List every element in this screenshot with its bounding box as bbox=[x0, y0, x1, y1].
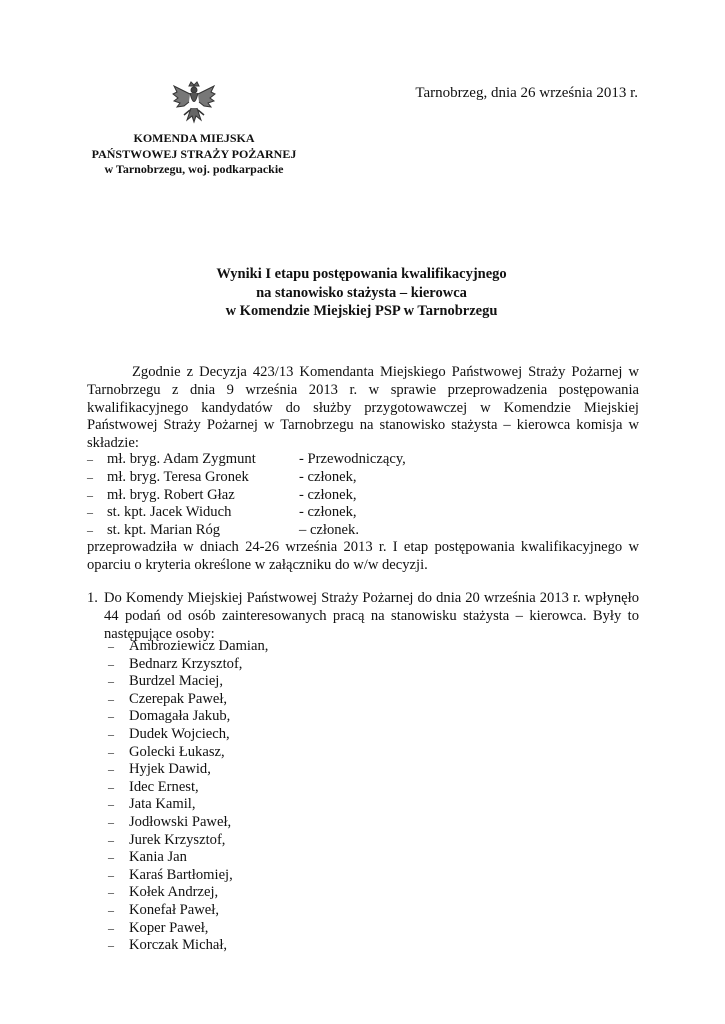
issuer-line-2: PAŃSTWOWEJ STRAŻY POŻARNEJ bbox=[91, 146, 297, 161]
member-name: st. kpt. Marian Róg bbox=[107, 522, 221, 539]
committee-member bbox=[87, 469, 639, 487]
applicant-name: Bednarz Krzysztof, bbox=[129, 655, 243, 672]
point-text: Do Komendy Miejskiej Państwowej Straży Pożarnej do dnia 20 września 2013 r. wpłynęło 44 podań od osób zainteresowanych pracą na stanowisku stażysta – kierowca. Były to następujące osoby: bbox=[104, 590, 639, 642]
list-item bbox=[104, 796, 404, 814]
committee-list bbox=[87, 451, 639, 540]
list-dash: – bbox=[108, 814, 114, 829]
title-line-1: Wyniki I etapu postępowania kwalifikacyjnego bbox=[216, 266, 507, 282]
list-dash: – bbox=[108, 779, 114, 794]
list-item bbox=[104, 849, 404, 867]
applicant-name: Idec Ernest, bbox=[129, 778, 199, 795]
list-item bbox=[104, 673, 404, 691]
closing-paragraph: przeprowadziła w dniach 24-26 września 2013 r. I etap postępowania kwalifikacyjnego w oparciu o kryteria określone w załączniku do w/w decyzji. bbox=[87, 539, 639, 573]
list-dash: – bbox=[87, 487, 93, 502]
list-dash: – bbox=[108, 832, 114, 847]
date-line: Tarnobrzeg, dnia 26 września 2013 r. bbox=[415, 85, 638, 101]
member-role: - członek, bbox=[299, 504, 357, 521]
issuer-line-3: w Tarnobrzegu, woj. podkarpackie bbox=[104, 162, 284, 176]
list-dash: – bbox=[108, 867, 114, 882]
list-dash: – bbox=[108, 797, 114, 812]
list-dash: – bbox=[108, 726, 114, 741]
applicant-name: Golecki Łukasz, bbox=[129, 743, 225, 760]
applicant-name: Domagała Jakub, bbox=[129, 708, 231, 725]
list-dash: – bbox=[87, 505, 93, 520]
point-number: 1. bbox=[87, 590, 98, 606]
list-item bbox=[104, 937, 404, 955]
list-dash: – bbox=[87, 469, 93, 484]
eagle-emblem-icon bbox=[171, 80, 217, 130]
member-role: - członek, bbox=[299, 468, 357, 485]
list-item bbox=[104, 920, 404, 938]
list-dash: – bbox=[108, 744, 114, 759]
list-dash: – bbox=[108, 639, 114, 653]
applicant-name: Ambroziewicz Damian, bbox=[129, 638, 269, 654]
applicant-name: Koper Paweł, bbox=[129, 919, 209, 936]
applicant-name: Dudek Wojciech, bbox=[129, 725, 230, 742]
committee-member bbox=[87, 451, 639, 469]
applicant-name: Kania Jan bbox=[129, 849, 187, 866]
list-item bbox=[104, 867, 404, 885]
list-dash: – bbox=[108, 902, 114, 917]
list-dash: – bbox=[108, 656, 114, 671]
list-item bbox=[104, 638, 404, 656]
list-item bbox=[104, 761, 404, 779]
list-item bbox=[104, 884, 404, 902]
list-dash: – bbox=[108, 762, 114, 777]
list-item bbox=[104, 656, 404, 674]
member-name: mł. bryg. Teresa Gronek bbox=[107, 468, 249, 485]
list-item bbox=[104, 779, 404, 797]
list-dash: – bbox=[108, 691, 114, 706]
list-item bbox=[104, 814, 404, 832]
intro-text: Zgodnie z Decyzja 423/13 Komendanta Miejskiego Państwowej Straży Pożarnej w Tarnobrzegu z dnia 9 września 2013 r. w sprawie przeprowadzenia postępowania kwalifikacyjnego kandydatów do służby przygotowawczej w Komendzie Miejskiej Państwowej Straży Pożarnej w Tarnobrzegu na stanowisko stażysta – kierowca komisja w składzie: bbox=[87, 364, 639, 452]
committee-member bbox=[87, 504, 639, 522]
member-name: mł. bryg. Robert Głaz bbox=[107, 486, 235, 503]
list-dash: – bbox=[87, 523, 93, 538]
list-item bbox=[104, 691, 404, 709]
applicant-name: Kołek Andrzej, bbox=[129, 884, 219, 901]
list-item bbox=[104, 902, 404, 920]
applicant-name: Jodłowski Paweł, bbox=[129, 813, 232, 830]
applicant-name: Konefał Paweł, bbox=[129, 901, 219, 918]
issuer-block bbox=[80, 131, 308, 178]
list-dash: – bbox=[108, 674, 114, 689]
title-line-3: w Komendzie Miejskiej PSP w Tarnobrzegu bbox=[225, 303, 498, 319]
member-role: - członek, bbox=[299, 486, 357, 503]
committee-member bbox=[87, 487, 639, 505]
list-item bbox=[104, 708, 404, 726]
applicant-list bbox=[104, 638, 404, 955]
member-role: - Przewodniczący, bbox=[299, 451, 406, 467]
list-item bbox=[104, 726, 404, 744]
title-line-2: na stanowisko stażysta – kierowca bbox=[256, 284, 467, 301]
applicant-name: Hyjek Dawid, bbox=[129, 761, 211, 778]
applicant-name: Czerepak Paweł, bbox=[129, 690, 228, 707]
member-name: st. kpt. Jacek Widuch bbox=[107, 504, 232, 521]
applicant-name: Karaś Bartłomiej, bbox=[129, 866, 233, 883]
issuer-line-1: KOMENDA MIEJSKA bbox=[133, 131, 255, 145]
list-dash: – bbox=[87, 452, 93, 466]
list-dash: – bbox=[108, 920, 114, 935]
list-dash: – bbox=[108, 938, 114, 953]
committee-member bbox=[87, 522, 639, 540]
applicant-name: Jata Kamil, bbox=[129, 796, 196, 813]
document-title bbox=[120, 265, 603, 321]
list-dash: – bbox=[108, 850, 114, 865]
list-item bbox=[104, 744, 404, 762]
applicant-name: Jurek Krzysztof, bbox=[129, 831, 226, 848]
applicant-name: Burdzel Maciej, bbox=[129, 673, 224, 690]
member-name: mł. bryg. Adam Zygmunt bbox=[107, 451, 256, 467]
member-role: – członek. bbox=[299, 522, 359, 539]
intro-paragraph bbox=[87, 364, 639, 453]
applicant-name: Korczak Michał, bbox=[129, 937, 228, 954]
list-dash: – bbox=[108, 709, 114, 724]
list-item bbox=[104, 832, 404, 850]
list-dash: – bbox=[108, 885, 114, 900]
